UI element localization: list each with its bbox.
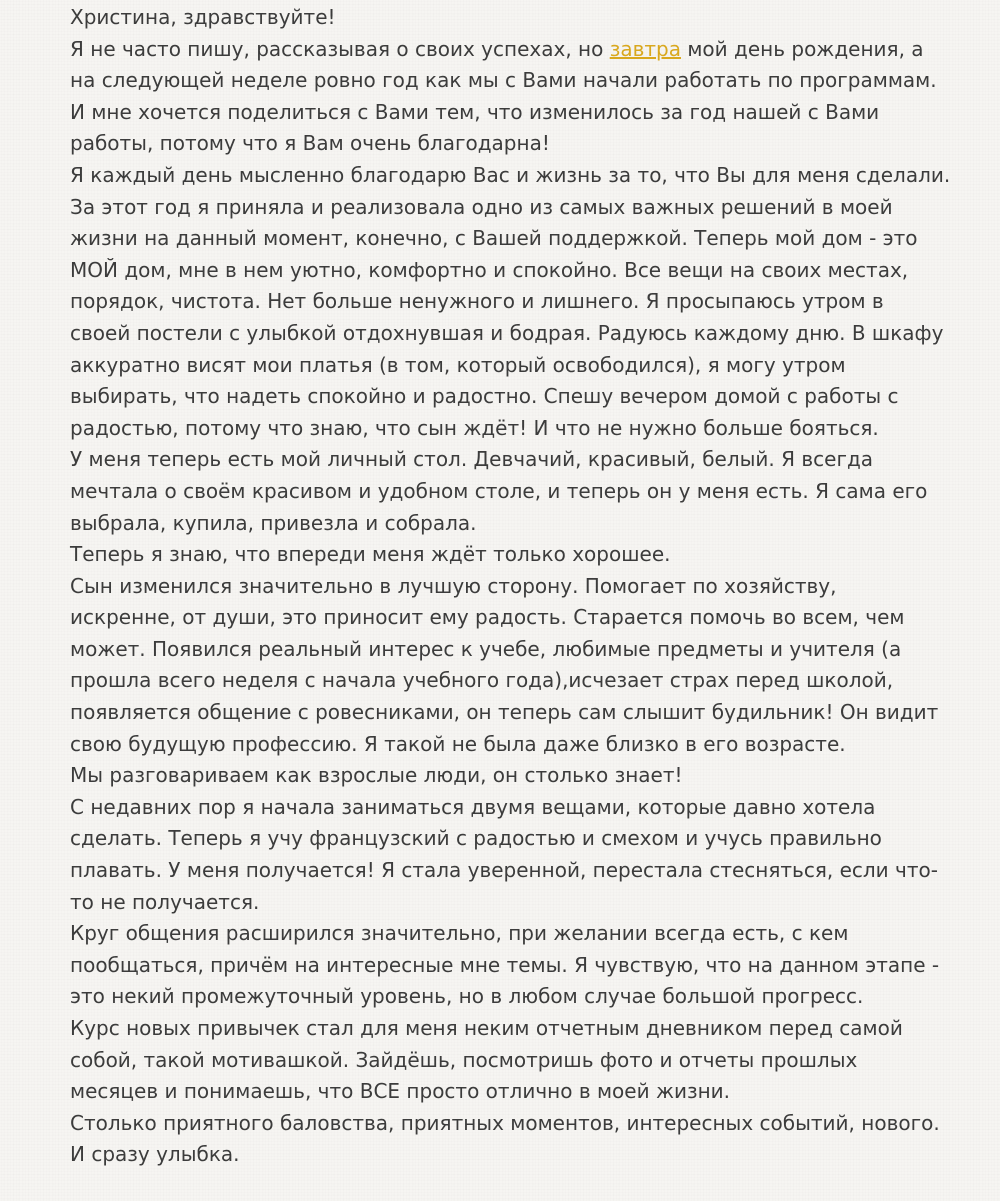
text-line: работы, потому что я Вам очень благодарна!: [70, 131, 550, 156]
text-line: прошла всего неделя с начала учебного года),исчезает страх перед школой,: [70, 668, 894, 693]
text-line: пообщаться, причём на интересные мне темы. Я чувствую, что на данном этапе -: [70, 952, 940, 977]
text-line: МОЙ дом, мне в нем уютно, комфортно и спокойно. Все вещи на своих местах,: [70, 257, 909, 282]
text-line: За этот год я приняла и реализовала одно из самых важных решений в моей: [70, 194, 893, 219]
text-line: У меня теперь есть мой личный стол. Девчачий, красивый, белый. Я всегда: [70, 447, 874, 472]
text-line: И мне хочется поделиться с Вами тем, что изменилось за год нашей с Вами: [70, 99, 880, 124]
text-line: Я каждый день мысленно благодарю Вас и жизнь за то, что Вы для меня сделали.: [70, 162, 951, 187]
text-line: аккуратно висят мои платья (в том, который освободился), я могу утром: [70, 352, 846, 377]
text-line: Сын изменился значительно в лучшую сторону. Помогает по хозяйству,: [70, 573, 837, 598]
text-line: Мы разговариваем как взрослые люди, он столько знает!: [70, 763, 683, 788]
text-fragment: мой день рождения, а: [680, 36, 924, 61]
text-line: С недавних пор я начала заниматься двумя вещами, которые давно хотела: [70, 794, 876, 819]
text-line: выбирать, что надеть спокойно и радостно. Спешу вечером домой с работы с: [70, 384, 899, 409]
greeting-line: Христина, здравствуйте!: [70, 5, 336, 29]
text-line: на следующей неделе ровно год как мы с Вами начали работать по программам.: [70, 68, 937, 93]
text-line: [70, 34, 970, 66]
text-line: выбрала, купила, привезла и собрала.: [70, 510, 477, 535]
date-link[interactable]: завтра: [609, 36, 681, 61]
text-line: Столько приятного баловства, приятных моментов, интересных событий, нового.: [70, 1110, 940, 1135]
text-line: искренне, от души, это приносит ему радость. Старается помочь во всем, чем: [70, 605, 905, 630]
text-line: собой, такой мотивашкой. Зайдёшь, посмотришь фото и отчеты прошлых: [70, 1047, 858, 1072]
text-line: радостью, потому что знаю, что сын ждёт! И что не нужно больше бояться.: [70, 415, 879, 440]
text-line: Теперь я знаю, что впереди меня ждёт только хорошее.: [70, 542, 671, 567]
text-line: Круг общения расширился значительно, при желании всегда есть, с кем: [70, 921, 849, 946]
text-line: мечтала о своём красивом и удобном столе, и теперь он у меня есть. Я сама его: [70, 478, 928, 503]
text-line: свою будущую профессию. Я такой не была даже близко в его возрасте.: [70, 731, 846, 756]
text-line: порядок, чистота. Нет больше ненужного и лишнего. Я просыпаюсь утром в: [70, 289, 884, 314]
text-line: сделать. Теперь я учу французский с радостью и смехом и учусь правильно: [70, 826, 882, 851]
text-line: то не получается.: [70, 889, 260, 914]
text-line: может. Появился реальный интерес к учебе, любимые предметы и учителя (а: [70, 636, 902, 661]
text-fragment: Я не часто пишу, рассказывая о своих успехах, но: [70, 36, 610, 61]
text-line: Курс новых привычек стал для меня неким отчетным дневником перед самой: [70, 1016, 903, 1040]
text-line: это некий промежуточный уровень, но в любом случае большой прогресс.: [70, 984, 864, 1009]
text-line: И сразу улыбка.: [70, 1142, 240, 1167]
text-line: месяцев и понимаешь, что ВСЕ просто отлично в моей жизни.: [70, 1079, 731, 1104]
text-line: своей постели с улыбкой отдохнувшая и бодрая. Радуюсь каждому дню. В шкафу: [70, 320, 944, 345]
text-line: появляется общение с ровесниками, он теперь сам слышит будильник! Он видит: [70, 700, 939, 725]
text-line: плавать. У меня получается! Я стала уверенной, перестала стесняться, если что-: [70, 858, 938, 883]
note-body: [70, 2, 970, 1171]
text-line: жизни на данный момент, конечно, с Вашей поддержкой. Теперь мой дом - это: [70, 226, 918, 251]
